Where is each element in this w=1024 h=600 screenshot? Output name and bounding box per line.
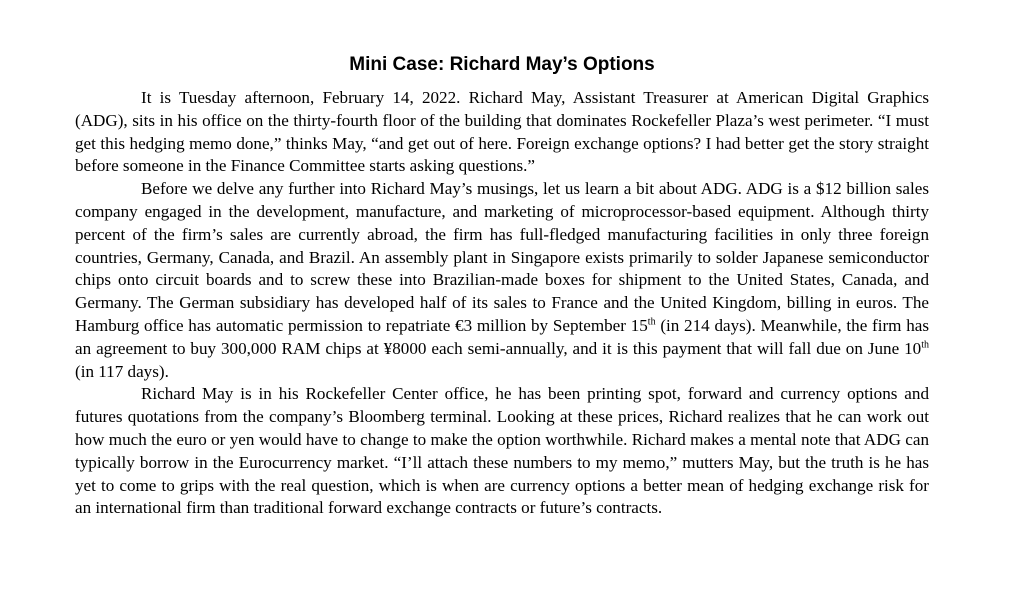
ordinal-suffix: th	[647, 316, 656, 328]
paragraph-intro	[75, 87, 929, 178]
paragraph-text: It is Tuesday afternoon, February 14, 2022. Richard May, Assistant Treasurer at American Digital Graphics (ADG), sits in his office on the thirty-fourth floor of the building that dominates Rockefeller Plaza’s west perimeter. “I must get this hedging memo done,” thinks May, “and get out of here. Foreign exchange options? I had better get the story straight before someone in the Finance Committee starts asking questions.”	[75, 88, 929, 176]
document-page	[75, 54, 929, 520]
ordinal-suffix: th	[921, 339, 929, 351]
paragraph-text: (in 214 days). Meanwhile, the firm has an agreement to buy 300,000 RAM chips at ¥8000 each semi-annually, and it is this payment that will fall due on June 10	[75, 315, 929, 358]
paragraph-text: Before we delve any further into Richard May’s musings, let us learn a bit about ADG. ADG is a $12 billion sales company engaged in the development, manufacture, and marketing of microprocessor-based equipment. Although thirty percent of the firm’s sales are currently abroad, the firm has full-fledged manufacturing facilities in only three foreign countries, Germany, Canada, and Brazil. An assembly plant in Singapore exists primarily to solder Japanese semiconductor chips onto circuit boards and to screw these into Brazilian-made boxes for shipment to the United States, Canada, and Germany. The German subsidiary has developed half of its sales to France and the United Kingdom, billing in euros. The Hamburg office has automatic permission to repatriate €3 million by September 15	[75, 179, 929, 335]
paragraph-text: Richard May is in his Rockefeller Center office, he has been printing spot, forward and currency options and futures quotations from the company’s Bloomberg terminal. Looking at these prices, Richard realizes that he can work out how much the euro or yen would have to change to make the option worthwhile. Richard makes a mental note that ADG can typically borrow in the Eurocurrency market. “I’ll attach these numbers to my memo,” mutters May, but the truth is he has yet to come to grips with the real question, which is when are currency options a better mean of hedging exchange risk for an international firm than traditional forward exchange contracts or future’s contracts.	[75, 384, 929, 518]
paragraph-company-background	[75, 178, 929, 383]
document-title: Mini Case: Richard May’s Options	[349, 54, 655, 75]
paragraph-office-scene	[75, 383, 929, 520]
paragraph-text: (in 117 days).	[75, 361, 169, 381]
